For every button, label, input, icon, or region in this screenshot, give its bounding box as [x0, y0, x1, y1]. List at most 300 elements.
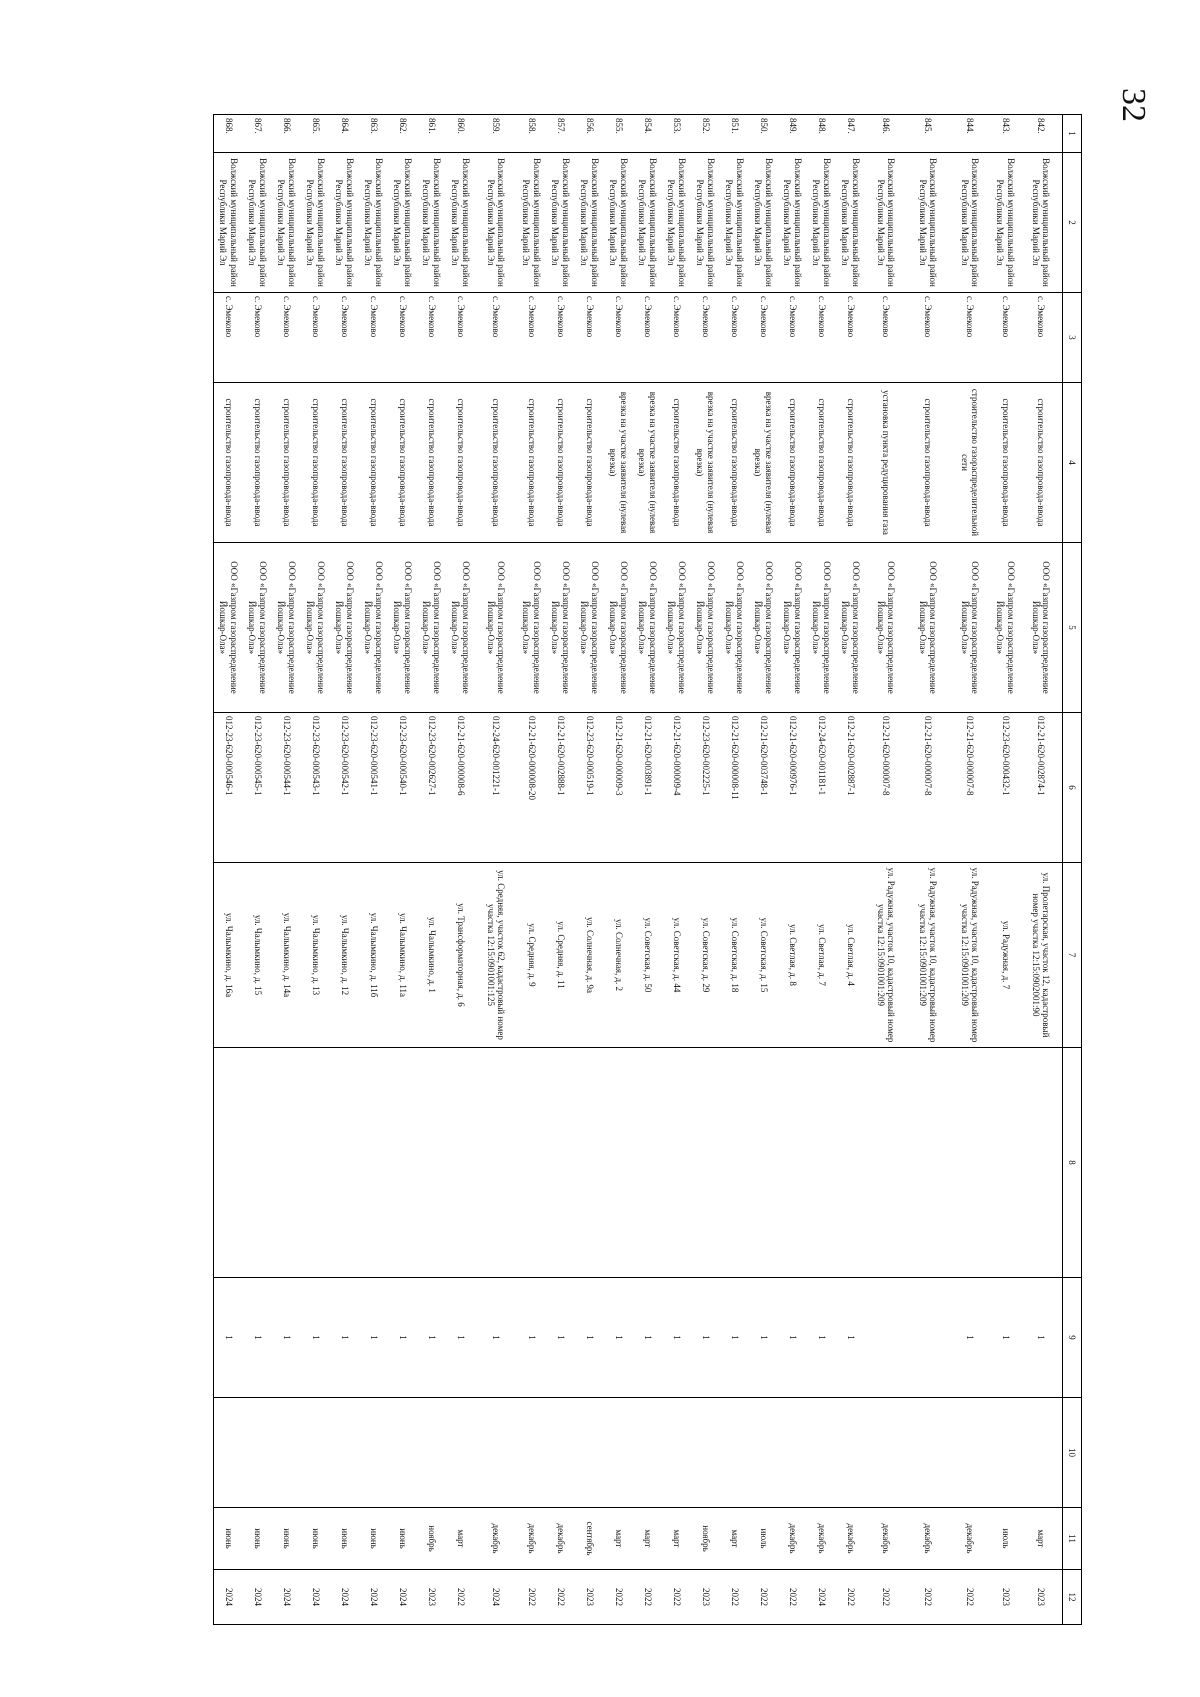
col10-cell: [446, 1398, 475, 1508]
settlement-cell: с. Эмеково: [446, 293, 475, 383]
district-cell: Волжский муниципальный район Республики Марий Эл: [604, 153, 633, 293]
organization-cell: ООО «Газпром газораспределение Йошкар-Ола»: [388, 543, 417, 713]
settlement-cell: с. Эмеково: [836, 293, 865, 383]
quantity-cell: [907, 1278, 949, 1398]
work-type-cell: строительство газопровода-ввода: [359, 383, 388, 543]
quantity-cell: 1: [475, 1278, 517, 1398]
contract-number-cell: 012-23-620-000540-1: [388, 713, 417, 863]
month-cell: июнь: [301, 1508, 330, 1570]
address-cell: ул. Радужная, д. 7: [991, 863, 1020, 1048]
settlement-cell: с. Эмеково: [272, 293, 301, 383]
organization-cell: ООО «Газпром газораспределение Йошкар-Ола»: [633, 543, 662, 713]
month-cell: июнь: [330, 1508, 359, 1570]
contract-number-cell: 012-21-620-000008-6: [446, 713, 475, 863]
month-cell: март: [1020, 1508, 1063, 1570]
month-cell: декабрь: [517, 1508, 546, 1570]
contract-number-cell: 012-21-620-002888-1: [546, 713, 575, 863]
settlement-cell: с. Эмеково: [243, 293, 272, 383]
row-number: 862.: [388, 115, 417, 153]
col10-cell: [633, 1398, 662, 1508]
month-cell: март: [604, 1508, 633, 1570]
district-cell: Волжский муниципальный район Республики Марий Эл: [546, 153, 575, 293]
contract-number-cell: 012-23-620-000544-1: [272, 713, 301, 863]
address-cell: ул. Чалымкино, д. 11б: [359, 863, 388, 1048]
settlement-cell: с. Эмеково: [1020, 293, 1063, 383]
table-row: [272, 115, 301, 1625]
table-row: [778, 115, 807, 1625]
quantity-cell: 1: [633, 1278, 662, 1398]
month-cell: декабрь: [907, 1508, 949, 1570]
organization-cell: ООО «Газпром газораспределение Йошкар-Ола»: [575, 543, 604, 713]
year-cell: 2022: [546, 1570, 575, 1625]
col8-cell: [446, 1048, 475, 1278]
col10-cell: [807, 1398, 836, 1508]
settlement-cell: с. Эмеково: [949, 293, 991, 383]
month-cell: декабрь: [807, 1508, 836, 1570]
row-number: 868.: [214, 115, 244, 153]
quantity-cell: 1: [991, 1278, 1020, 1398]
col8-cell: [691, 1048, 720, 1278]
work-type-cell: строительство газопровода-ввода: [417, 383, 446, 543]
district-cell: Волжский муниципальный район Республики Марий Эл: [720, 153, 749, 293]
work-type-cell: строительство газопровода-ввода: [807, 383, 836, 543]
year-cell: 2022: [604, 1570, 633, 1625]
organization-cell: ООО «Газпром газораспределение Йошкар-Ола»: [907, 543, 949, 713]
contract-number-cell: 012-21-620-000007-8: [907, 713, 949, 863]
table-row: [949, 115, 991, 1625]
col8-cell: [807, 1048, 836, 1278]
year-cell: 2022: [749, 1570, 778, 1625]
year-cell: 2022: [662, 1570, 691, 1625]
address-cell: ул. Чалымкино, д. 1: [417, 863, 446, 1048]
organization-cell: ООО «Газпром газораспределение Йошкар-Ола»: [243, 543, 272, 713]
col8-cell: [662, 1048, 691, 1278]
year-cell: 2022: [907, 1570, 949, 1625]
contract-number-cell: 012-21-620-000976-1: [778, 713, 807, 863]
settlement-cell: с. Эмеково: [359, 293, 388, 383]
month-cell: июнь: [388, 1508, 417, 1570]
district-cell: Волжский муниципальный район Республики Марий Эл: [633, 153, 662, 293]
contract-number-cell: 012-23-620-002627-1: [417, 713, 446, 863]
contract-number-cell: 012-21-620-000009-3: [604, 713, 633, 863]
contract-number-cell: 012-21-620-003891-1: [633, 713, 662, 863]
row-number: 850.: [749, 115, 778, 153]
district-cell: Волжский муниципальный район Республики Марий Эл: [517, 153, 546, 293]
year-cell: 2022: [865, 1570, 907, 1625]
address-cell: ул. Советская, д. 18: [720, 863, 749, 1048]
quantity-cell: 1: [604, 1278, 633, 1398]
work-type-cell: строительство газопровода-ввода: [662, 383, 691, 543]
organization-cell: ООО «Газпром газораспределение Йошкар-Ола»: [272, 543, 301, 713]
year-cell: 2022: [778, 1570, 807, 1625]
col8-cell: [749, 1048, 778, 1278]
table-row: [807, 115, 836, 1625]
row-number: 853.: [662, 115, 691, 153]
district-cell: Волжский муниципальный район Республики Марий Эл: [1020, 153, 1063, 293]
col10-cell: [662, 1398, 691, 1508]
settlement-cell: с. Эмеково: [807, 293, 836, 383]
year-cell: 2024: [475, 1570, 517, 1625]
work-type-cell: строительство газопровода-ввода: [517, 383, 546, 543]
table-row: [1020, 115, 1063, 1625]
settlement-cell: с. Эмеково: [575, 293, 604, 383]
col8-cell: [359, 1048, 388, 1278]
district-cell: Волжский муниципальный район Республики Марий Эл: [475, 153, 517, 293]
row-number: 864.: [330, 115, 359, 153]
row-number: 844.: [949, 115, 991, 153]
organization-cell: ООО «Газпром газораспределение Йошкар-Ола»: [301, 543, 330, 713]
contract-number-cell: 012-23-620-000432-1: [991, 713, 1020, 863]
settlement-cell: с. Эмеково: [546, 293, 575, 383]
year-cell: 2023: [417, 1570, 446, 1625]
district-cell: Волжский муниципальный район Республики Марий Эл: [907, 153, 949, 293]
contract-number-cell: 012-21-620-000007-8: [949, 713, 991, 863]
address-cell: ул. Радужная, участок 10, кадастровый номер участка 12:15:0901001:209: [907, 863, 949, 1048]
address-cell: ул. Светлая, д. 7: [807, 863, 836, 1048]
table-row: [749, 115, 778, 1625]
col8-cell: [388, 1048, 417, 1278]
settlement-cell: с. Эмеково: [720, 293, 749, 383]
quantity-cell: 1: [359, 1278, 388, 1398]
address-cell: ул. Чалымкино, д. 12: [330, 863, 359, 1048]
col10-cell: [907, 1398, 949, 1508]
col8-cell: [949, 1048, 991, 1278]
month-cell: июнь: [359, 1508, 388, 1570]
row-number: 854.: [633, 115, 662, 153]
quantity-cell: 1: [720, 1278, 749, 1398]
district-cell: Волжский муниципальный район Республики Марий Эл: [807, 153, 836, 293]
work-type-cell: врезка на участке заявителя (нулевая врезка): [633, 383, 662, 543]
quantity-cell: 1: [807, 1278, 836, 1398]
address-cell: ул. Средняя, д. 9: [517, 863, 546, 1048]
col10-cell: [517, 1398, 546, 1508]
table-row: [388, 115, 417, 1625]
col10-cell: [991, 1398, 1020, 1508]
col8-cell: [778, 1048, 807, 1278]
gasification-register-table: [213, 114, 1082, 1625]
year-cell: 2024: [301, 1570, 330, 1625]
quantity-cell: 1: [836, 1278, 865, 1398]
col-header-2: 2: [1063, 153, 1082, 293]
address-cell: ул. Трансформаторная, д. 6: [446, 863, 475, 1048]
organization-cell: ООО «Газпром газораспределение Йошкар-Ола»: [330, 543, 359, 713]
col-header-12: 12: [1063, 1570, 1082, 1625]
district-cell: Волжский муниципальный район Республики Марий Эл: [749, 153, 778, 293]
district-cell: Волжский муниципальный район Республики Марий Эл: [301, 153, 330, 293]
organization-cell: ООО «Газпром газораспределение Йошкар-Ола»: [662, 543, 691, 713]
settlement-cell: с. Эмеково: [517, 293, 546, 383]
address-cell: ул. Средняя, участок 62, кадастровый номер участка 12:15:0901001:125: [475, 863, 517, 1048]
row-number: 852.: [691, 115, 720, 153]
district-cell: Волжский муниципальный район Республики Марий Эл: [446, 153, 475, 293]
table-row: [662, 115, 691, 1625]
quantity-cell: 1: [301, 1278, 330, 1398]
col10-cell: [865, 1398, 907, 1508]
work-type-cell: строительство газораспределительной сети: [949, 383, 991, 543]
col8-cell: [575, 1048, 604, 1278]
quantity-cell: 1: [517, 1278, 546, 1398]
year-cell: 2023: [575, 1570, 604, 1625]
col10-cell: [272, 1398, 301, 1508]
rotated-page-content: [202, 114, 1082, 1624]
quantity-cell: 1: [214, 1278, 244, 1398]
organization-cell: ООО «Газпром газораспределение Йошкар-Ола»: [807, 543, 836, 713]
address-cell: ул. Радужная, участок 10, кадастровый номер участка 12:15:0901001:209: [865, 863, 907, 1048]
month-cell: март: [446, 1508, 475, 1570]
col8-cell: [604, 1048, 633, 1278]
contract-number-cell: 012-23-620-000543-1: [301, 713, 330, 863]
month-cell: июль: [749, 1508, 778, 1570]
col8-cell: [720, 1048, 749, 1278]
table-row: [991, 115, 1020, 1625]
col8-cell: [301, 1048, 330, 1278]
col8-cell: [907, 1048, 949, 1278]
quantity-cell: 1: [575, 1278, 604, 1398]
organization-cell: ООО «Газпром газораспределение Йошкар-Ола»: [214, 543, 244, 713]
year-cell: 2023: [691, 1570, 720, 1625]
col10-cell: [604, 1398, 633, 1508]
row-number: 863.: [359, 115, 388, 153]
row-number: 843.: [991, 115, 1020, 153]
col-header-1: 1: [1063, 115, 1082, 153]
table-row: [330, 115, 359, 1625]
quantity-cell: 1: [446, 1278, 475, 1398]
table-row: [720, 115, 749, 1625]
district-cell: Волжский муниципальный район Республики Марий Эл: [214, 153, 244, 293]
work-type-cell: строительство газопровода-ввода: [546, 383, 575, 543]
work-type-cell: строительство газопровода-ввода: [836, 383, 865, 543]
contract-number-cell: 012-21-620-000007-8: [865, 713, 907, 863]
col10-cell: [949, 1398, 991, 1508]
organization-cell: ООО «Газпром газораспределение Йошкар-Ола»: [417, 543, 446, 713]
page-number: 32: [1115, 88, 1152, 122]
contract-number-cell: 012-21-620-002887-1: [836, 713, 865, 863]
settlement-cell: с. Эмеково: [604, 293, 633, 383]
contract-number-cell: 012-23-620-000546-1: [214, 713, 244, 863]
year-cell: 2022: [720, 1570, 749, 1625]
col-header-6: 6: [1063, 713, 1082, 863]
table-row: [907, 115, 949, 1625]
col8-cell: [417, 1048, 446, 1278]
col-header-8: 8: [1063, 1048, 1082, 1278]
month-cell: март: [662, 1508, 691, 1570]
col10-cell: [214, 1398, 244, 1508]
work-type-cell: строительство газопровода-ввода: [991, 383, 1020, 543]
table-row: [359, 115, 388, 1625]
settlement-cell: с. Эмеково: [417, 293, 446, 383]
district-cell: Волжский муниципальный район Республики Марий Эл: [865, 153, 907, 293]
row-number: 848.: [807, 115, 836, 153]
address-cell: ул. Советская, д. 44: [662, 863, 691, 1048]
settlement-cell: с. Эмеково: [330, 293, 359, 383]
quantity-cell: 1: [778, 1278, 807, 1398]
row-number: 861.: [417, 115, 446, 153]
organization-cell: ООО «Газпром газораспределение Йошкар-Ола»: [475, 543, 517, 713]
col10-cell: [546, 1398, 575, 1508]
work-type-cell: строительство газопровода-ввода: [272, 383, 301, 543]
month-cell: декабрь: [778, 1508, 807, 1570]
col-header-9: 9: [1063, 1278, 1082, 1398]
month-cell: июль: [991, 1508, 1020, 1570]
quantity-cell: 1: [1020, 1278, 1063, 1398]
col10-cell: [836, 1398, 865, 1508]
address-cell: ул. Светлая, д. 8: [778, 863, 807, 1048]
col-header-5: 5: [1063, 543, 1082, 713]
row-number: 847.: [836, 115, 865, 153]
col10-cell: [243, 1398, 272, 1508]
year-cell: 2022: [836, 1570, 865, 1625]
row-number: 846.: [865, 115, 907, 153]
year-cell: 2024: [243, 1570, 272, 1625]
row-number: 845.: [907, 115, 949, 153]
col10-cell: [359, 1398, 388, 1508]
work-type-cell: установка пункта редуцирования газа: [865, 383, 907, 543]
organization-cell: ООО «Газпром газораспределение Йошкар-Ола»: [546, 543, 575, 713]
settlement-cell: с. Эмеково: [691, 293, 720, 383]
district-cell: Волжский муниципальный район Республики Марий Эл: [330, 153, 359, 293]
row-number: 858.: [517, 115, 546, 153]
district-cell: Волжский муниципальный район Республики Марий Эл: [243, 153, 272, 293]
quantity-cell: 1: [417, 1278, 446, 1398]
table-row: [865, 115, 907, 1625]
organization-cell: ООО «Газпром газораспределение Йошкар-Ола»: [749, 543, 778, 713]
address-cell: ул. Чалымкино, д. 11а: [388, 863, 417, 1048]
table-row: [633, 115, 662, 1625]
district-cell: Волжский муниципальный район Республики Марий Эл: [691, 153, 720, 293]
col-header-3: 3: [1063, 293, 1082, 383]
row-number: 857.: [546, 115, 575, 153]
district-cell: Волжский муниципальный район Республики Марий Эл: [575, 153, 604, 293]
col10-cell: [691, 1398, 720, 1508]
table-row: [417, 115, 446, 1625]
organization-cell: ООО «Газпром газораспределение Йошкар-Ола»: [359, 543, 388, 713]
work-type-cell: строительство газопровода-ввода: [388, 383, 417, 543]
quantity-cell: 1: [749, 1278, 778, 1398]
table-row: [214, 115, 244, 1625]
work-type-cell: строительство газопровода-ввода: [778, 383, 807, 543]
quantity-cell: 1: [949, 1278, 991, 1398]
row-number: 855.: [604, 115, 633, 153]
address-cell: ул. Советская, д. 29: [691, 863, 720, 1048]
col8-cell: [243, 1048, 272, 1278]
table-row: [475, 115, 517, 1625]
address-cell: ул. Солнечная, д. 2: [604, 863, 633, 1048]
district-cell: Волжский муниципальный район Республики Марий Эл: [836, 153, 865, 293]
col8-cell: [517, 1048, 546, 1278]
month-cell: декабрь: [546, 1508, 575, 1570]
address-cell: ул. Пролетарская, участок 12, кадастровый номер участка 12:15:0902001:90: [1020, 863, 1063, 1048]
year-cell: 2024: [330, 1570, 359, 1625]
year-cell: 2024: [388, 1570, 417, 1625]
organization-cell: ООО «Газпром газораспределение Йошкар-Ола»: [604, 543, 633, 713]
row-number: 856.: [575, 115, 604, 153]
contract-number-cell: 012-23-620-000541-1: [359, 713, 388, 863]
col10-cell: [720, 1398, 749, 1508]
month-cell: март: [720, 1508, 749, 1570]
address-cell: ул. Чалымкино, д. 14а: [272, 863, 301, 1048]
col10-cell: [749, 1398, 778, 1508]
col8-cell: [330, 1048, 359, 1278]
district-cell: Волжский муниципальный район Республики Марий Эл: [388, 153, 417, 293]
address-cell: ул. Чалымкино, д. 13: [301, 863, 330, 1048]
row-number: 842.: [1020, 115, 1063, 153]
contract-number-cell: 012-24-620-001221-1: [475, 713, 517, 863]
work-type-cell: строительство газопровода-ввода: [1020, 383, 1063, 543]
column-number-row: [1063, 115, 1082, 1625]
table-row: [691, 115, 720, 1625]
col8-cell: [836, 1048, 865, 1278]
month-cell: июнь: [214, 1508, 244, 1570]
contract-number-cell: 012-21-620-000008-11: [720, 713, 749, 863]
month-cell: март: [633, 1508, 662, 1570]
work-type-cell: строительство газопровода-ввода: [214, 383, 244, 543]
table-row: [575, 115, 604, 1625]
table-row: [836, 115, 865, 1625]
quantity-cell: 1: [546, 1278, 575, 1398]
work-type-cell: строительство газопровода-ввода: [330, 383, 359, 543]
address-cell: ул. Светлая, д. 4: [836, 863, 865, 1048]
month-cell: июнь: [243, 1508, 272, 1570]
col10-cell: [778, 1398, 807, 1508]
work-type-cell: врезка на участке заявителя (нулевая врезка): [749, 383, 778, 543]
row-number: 867.: [243, 115, 272, 153]
address-cell: ул. Советская, д. 50: [633, 863, 662, 1048]
organization-cell: ООО «Газпром газораспределение Йошкар-Ола»: [517, 543, 546, 713]
row-number: 865.: [301, 115, 330, 153]
address-cell: ул. Чалымкино, д. 16а: [214, 863, 244, 1048]
settlement-cell: с. Эмеково: [214, 293, 244, 383]
district-cell: Волжский муниципальный район Республики Марий Эл: [359, 153, 388, 293]
work-type-cell: врезка на участке заявителя (нулевая врезка): [691, 383, 720, 543]
district-cell: Волжский муниципальный район Республики Марий Эл: [662, 153, 691, 293]
year-cell: 2022: [949, 1570, 991, 1625]
year-cell: 2022: [517, 1570, 546, 1625]
month-cell: сентябрь: [575, 1508, 604, 1570]
col8-cell: [214, 1048, 244, 1278]
row-number: 851.: [720, 115, 749, 153]
settlement-cell: с. Эмеково: [778, 293, 807, 383]
organization-cell: ООО «Газпром газораспределение Йошкар-Ола»: [1020, 543, 1063, 713]
district-cell: Волжский муниципальный район Республики Марий Эл: [417, 153, 446, 293]
contract-number-cell: 012-21-620-000008-20: [517, 713, 546, 863]
col-header-11: 11: [1063, 1508, 1082, 1570]
month-cell: декабрь: [475, 1508, 517, 1570]
col8-cell: [633, 1048, 662, 1278]
contract-number-cell: 012-23-620-002225-1: [691, 713, 720, 863]
month-cell: декабрь: [836, 1508, 865, 1570]
quantity-cell: 1: [662, 1278, 691, 1398]
col8-cell: [475, 1048, 517, 1278]
work-type-cell: строительство газопровода-ввода: [243, 383, 272, 543]
organization-cell: ООО «Газпром газораспределение Йошкар-Ола»: [446, 543, 475, 713]
address-cell: ул. Солнечная, д. 9а: [575, 863, 604, 1048]
organization-cell: ООО «Газпром газораспределение Йошкар-Ола»: [865, 543, 907, 713]
organization-cell: ООО «Газпром газораспределение Йошкар-Ола»: [836, 543, 865, 713]
address-cell: ул. Радужная, участок 10, кадастровый номер участка 12:15:0901001:209: [949, 863, 991, 1048]
year-cell: 2024: [272, 1570, 301, 1625]
work-type-cell: строительство газопровода-ввода: [575, 383, 604, 543]
quantity-cell: 1: [272, 1278, 301, 1398]
quantity-cell: [865, 1278, 907, 1398]
contract-number-cell: 012-24-620-001181-1: [807, 713, 836, 863]
table-row: [243, 115, 272, 1625]
table-body: [214, 115, 1063, 1625]
work-type-cell: строительство газопровода-ввода: [907, 383, 949, 543]
district-cell: Волжский муниципальный район Республики Марий Эл: [272, 153, 301, 293]
year-cell: 2024: [807, 1570, 836, 1625]
year-cell: 2023: [1020, 1570, 1063, 1625]
row-number: 866.: [272, 115, 301, 153]
